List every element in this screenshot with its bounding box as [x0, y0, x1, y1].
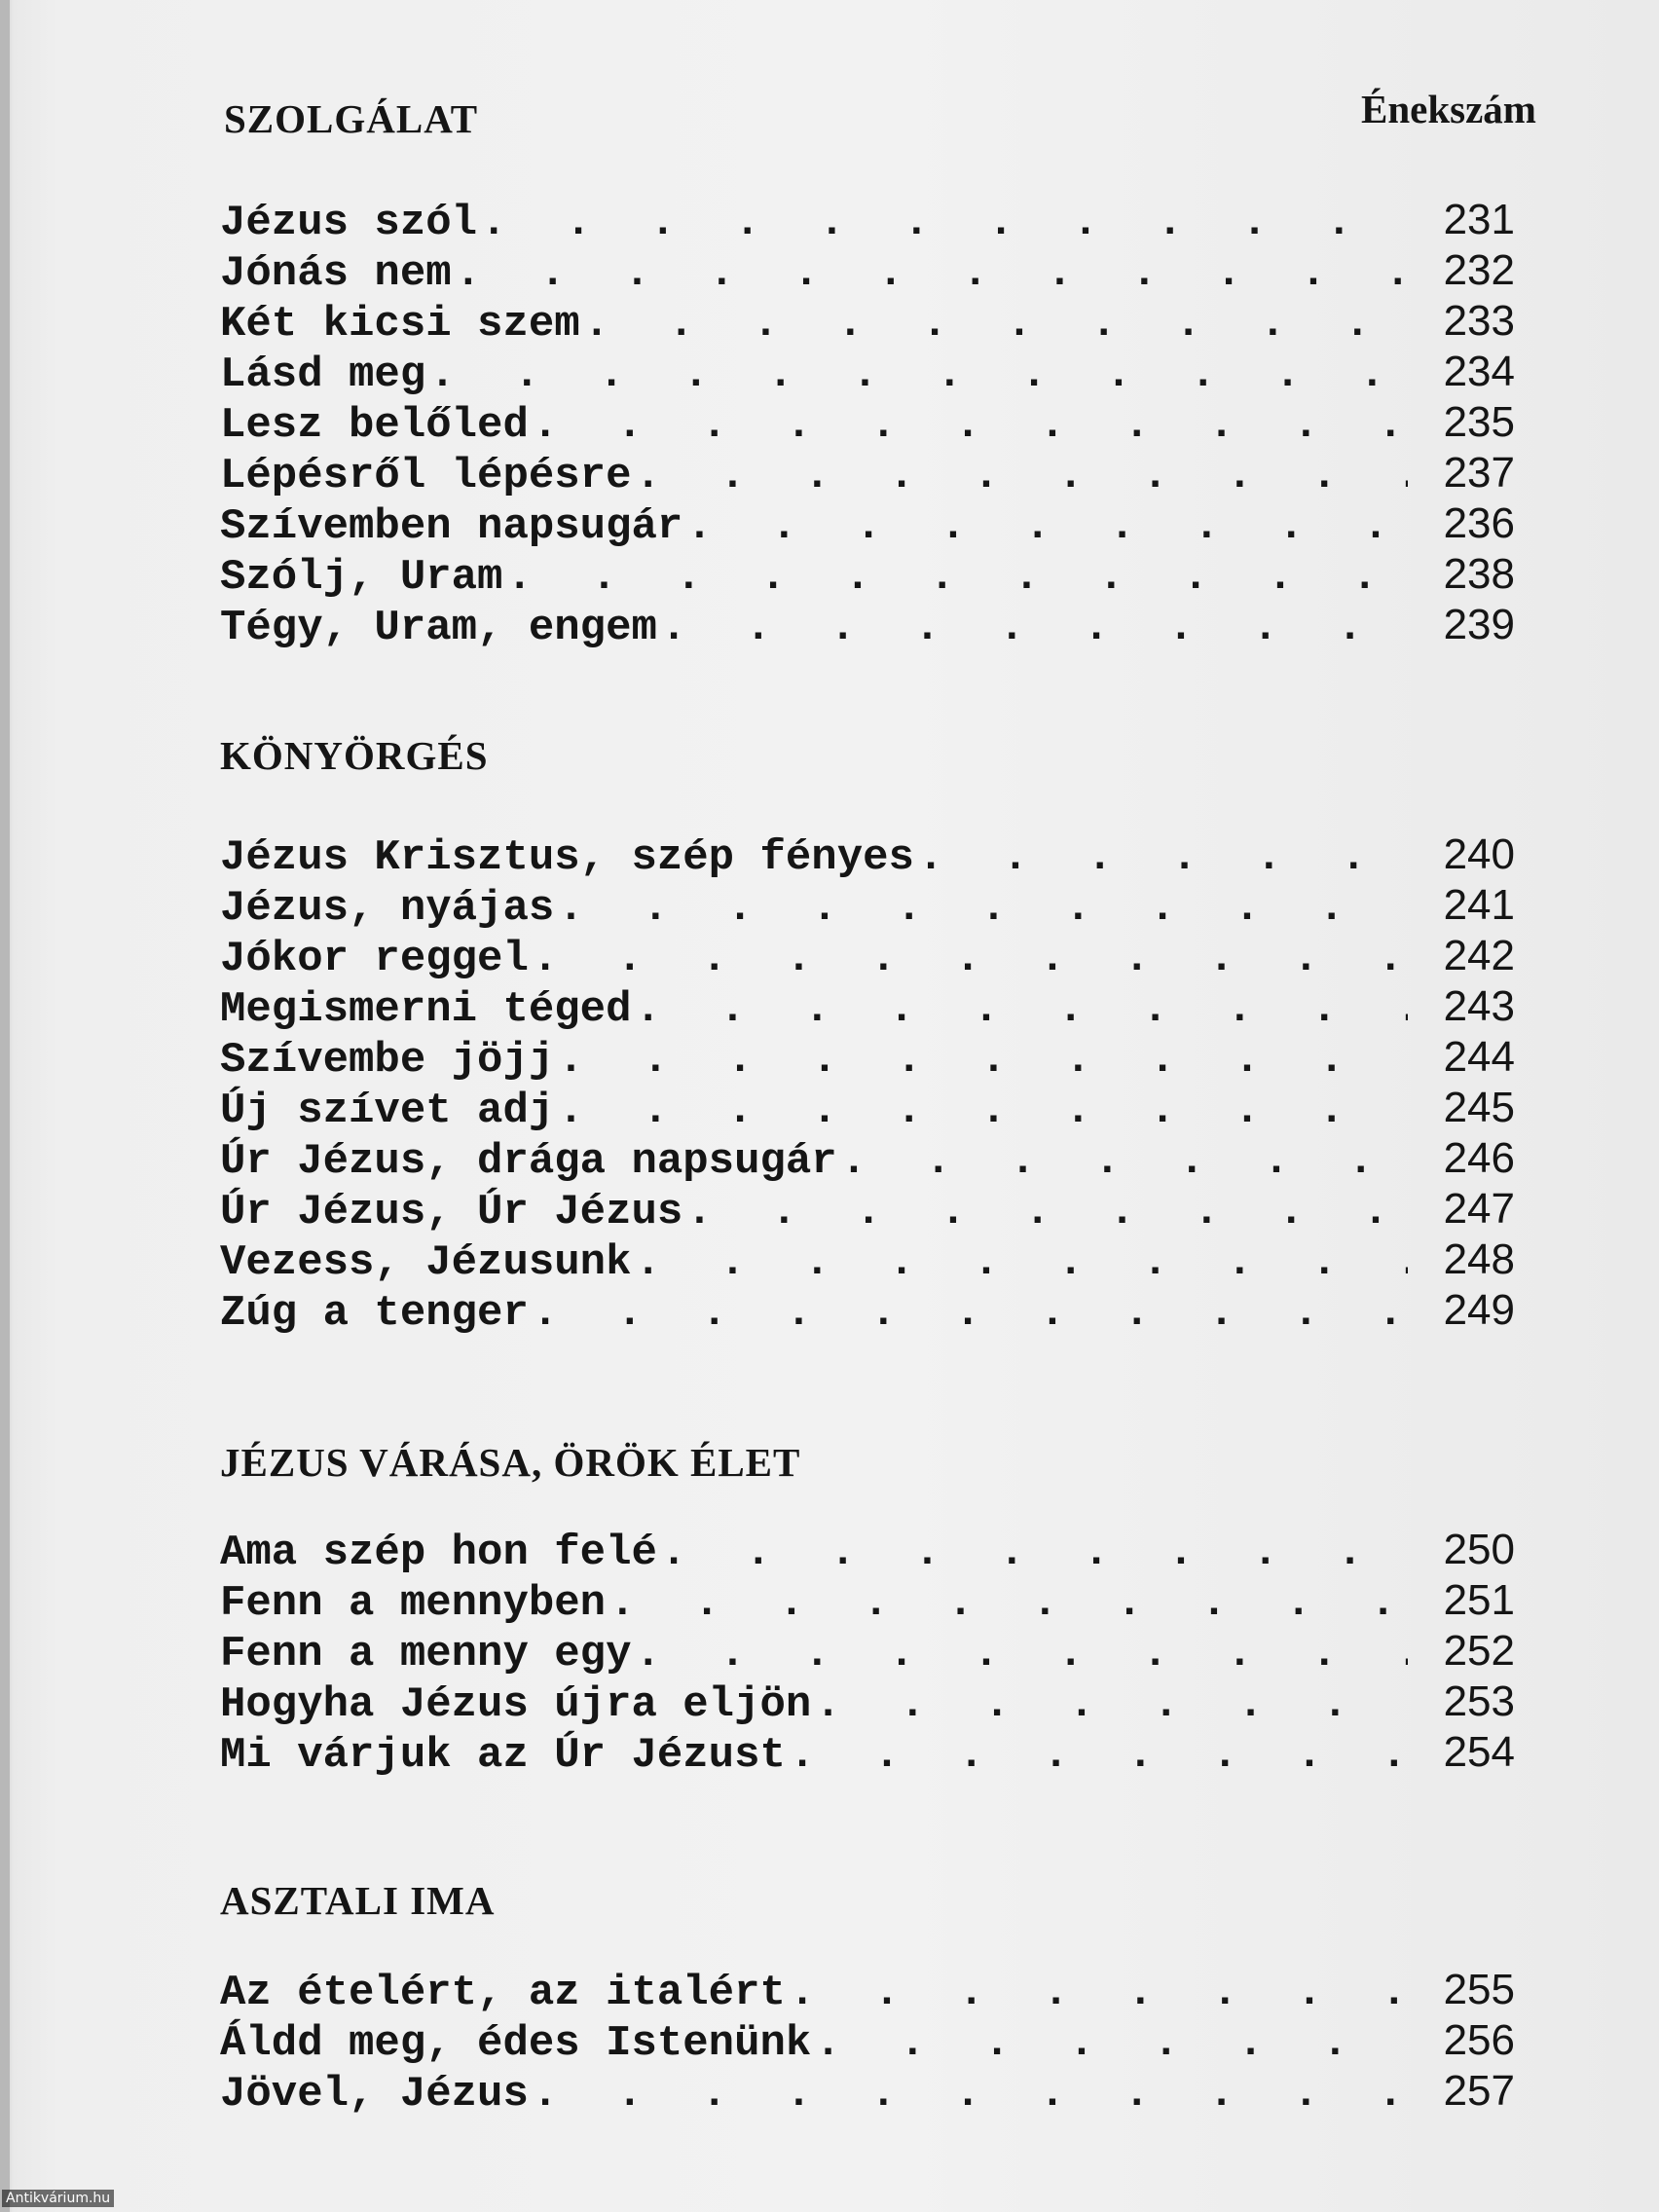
entry-title: Áldd meg, édes Istenünk	[220, 2019, 812, 2068]
entry-list-asztali-ima	[220, 1965, 1515, 2117]
list-item	[220, 981, 1515, 1032]
dot-leader	[584, 299, 1408, 350]
section-heading-szolgalat: SZOLGÁLAT	[224, 96, 479, 141]
list-item	[220, 1525, 1515, 1575]
dot-leader	[481, 198, 1408, 248]
list-item	[220, 1677, 1515, 1727]
entry-number: 247	[1443, 1185, 1515, 1233]
dot-leader	[790, 1730, 1408, 1781]
entry-number: 236	[1443, 499, 1515, 547]
entry-list-konyorges	[220, 830, 1515, 1336]
entry-title: Megismerni téged	[220, 985, 632, 1034]
list-item	[220, 1184, 1515, 1235]
entry-number: 238	[1443, 550, 1515, 598]
entry-title: Mi várjuk az Úr Jézust	[220, 1731, 786, 1780]
list-item	[220, 448, 1515, 498]
entry-number: 246	[1443, 1134, 1515, 1182]
dot-leader	[686, 501, 1408, 552]
dot-leader	[635, 1629, 1408, 1679]
dot-leader	[609, 1578, 1408, 1629]
entry-list-jezus-varasa	[220, 1525, 1515, 1778]
dot-leader	[533, 934, 1408, 984]
list-item	[220, 1235, 1515, 1285]
entry-title: Lesz belőled	[220, 401, 529, 450]
entry-number: 243	[1443, 982, 1515, 1030]
entry-number: 245	[1443, 1084, 1515, 1131]
entry-number: 234	[1443, 348, 1515, 395]
entry-title: Úr Jézus, drága napsugár	[220, 1137, 837, 1186]
entry-title: Jézus szól	[220, 199, 478, 247]
list-item	[220, 1133, 1515, 1184]
entry-title: Fenn a menny egy	[220, 1630, 632, 1678]
dot-leader	[790, 1968, 1408, 2018]
entry-title: Tégy, Uram, engem	[220, 604, 657, 652]
entry-number: 254	[1443, 1728, 1515, 1776]
list-item	[220, 880, 1515, 931]
list-item	[220, 1032, 1515, 1083]
entry-number: 251	[1443, 1576, 1515, 1624]
entry-number: 239	[1443, 601, 1515, 648]
entry-number: 233	[1443, 297, 1515, 345]
list-item	[220, 2066, 1515, 2117]
entry-title: Ama szép hon felé	[220, 1529, 657, 1577]
dot-leader	[429, 350, 1408, 400]
list-item	[220, 498, 1515, 549]
list-item	[220, 1285, 1515, 1336]
list-item	[220, 245, 1515, 296]
entry-title: Az ételért, az italért	[220, 1969, 786, 2017]
entry-title: Jézus, nyájas	[220, 884, 555, 933]
entry-number: 250	[1443, 1526, 1515, 1573]
list-item	[220, 931, 1515, 981]
section-heading-jezus-varasa: JÉZUS VÁRÁSA, ÖRÖK ÉLET	[220, 1440, 801, 1485]
dot-leader	[635, 451, 1408, 501]
entry-number: 253	[1443, 1677, 1515, 1725]
dot-leader	[918, 832, 1408, 883]
list-item	[220, 296, 1515, 347]
entry-number: 257	[1443, 2067, 1515, 2115]
list-item	[220, 830, 1515, 880]
list-item	[220, 1575, 1515, 1626]
section-heading-asztali-ima: ASZTALI IMA	[220, 1878, 496, 1923]
entry-number: 232	[1443, 246, 1515, 294]
entry-number: 255	[1443, 1966, 1515, 2013]
dot-leader	[558, 1035, 1408, 1086]
entry-title: Új szívet adj	[220, 1087, 555, 1135]
dot-leader	[841, 1136, 1408, 1187]
entry-number: 242	[1443, 932, 1515, 979]
entry-number: 241	[1443, 881, 1515, 929]
list-item	[220, 549, 1515, 600]
dot-leader	[635, 1237, 1408, 1288]
list-item	[220, 347, 1515, 397]
list-item	[220, 1965, 1515, 2015]
entry-number: 248	[1443, 1235, 1515, 1283]
entry-number: 256	[1443, 2016, 1515, 2064]
dot-leader	[456, 248, 1408, 299]
entry-title: Szívembe jöjj	[220, 1036, 555, 1085]
dot-leader	[533, 1288, 1408, 1339]
list-item	[220, 1083, 1515, 1133]
entry-title: Fenn a mennyben	[220, 1579, 607, 1628]
dot-leader	[506, 552, 1408, 603]
list-item	[220, 1727, 1515, 1778]
entry-number: 235	[1443, 398, 1515, 446]
list-item	[220, 195, 1515, 245]
entry-title: Zúg a tenger	[220, 1289, 529, 1338]
entry-list-szolgalat	[220, 195, 1515, 650]
dot-leader	[661, 1528, 1408, 1578]
entry-number: 237	[1443, 449, 1515, 497]
entry-number: 249	[1443, 1286, 1515, 1334]
section-heading-konyorges: KÖNYÖRGÉS	[220, 733, 489, 778]
entry-title: Lépésről lépésre	[220, 452, 632, 500]
list-item	[220, 600, 1515, 650]
dot-leader	[635, 984, 1408, 1035]
column-label-song-number: Énekszám	[1361, 87, 1536, 131]
entry-title: Hogyha Jézus újra eljön	[220, 1680, 812, 1729]
dot-leader	[558, 1086, 1408, 1136]
dot-leader	[815, 1679, 1408, 1730]
dot-leader	[558, 883, 1408, 934]
dot-leader	[661, 603, 1408, 653]
list-item	[220, 397, 1515, 448]
entry-title: Lásd meg	[220, 350, 426, 399]
dot-leader	[533, 2069, 1408, 2120]
entry-title: Jézus Krisztus, szép fényes	[220, 833, 914, 882]
entry-number: 244	[1443, 1033, 1515, 1081]
entry-number: 231	[1443, 196, 1515, 243]
list-item	[220, 2015, 1515, 2066]
entry-title: Úr Jézus, Úr Jézus	[220, 1188, 683, 1236]
dot-leader	[533, 400, 1408, 451]
entry-title: Jónás nem	[220, 249, 452, 298]
entry-title: Szólj, Uram	[220, 553, 503, 602]
entry-title: Jókor reggel	[220, 935, 529, 983]
entry-title: Vezess, Jézusunk	[220, 1238, 632, 1287]
entry-number: 240	[1443, 830, 1515, 878]
entry-title: Jövel, Jézus	[220, 2070, 529, 2119]
list-item	[220, 1626, 1515, 1677]
entry-title: Két kicsi szem	[220, 300, 580, 349]
watermark-logo: Antikvárium.hu	[2, 2190, 114, 2207]
dot-leader	[686, 1187, 1408, 1237]
entry-title: Szívemben napsugár	[220, 502, 683, 551]
entry-number: 252	[1443, 1627, 1515, 1675]
page-edge-shadow	[0, 0, 10, 2212]
dot-leader	[815, 2018, 1408, 2069]
